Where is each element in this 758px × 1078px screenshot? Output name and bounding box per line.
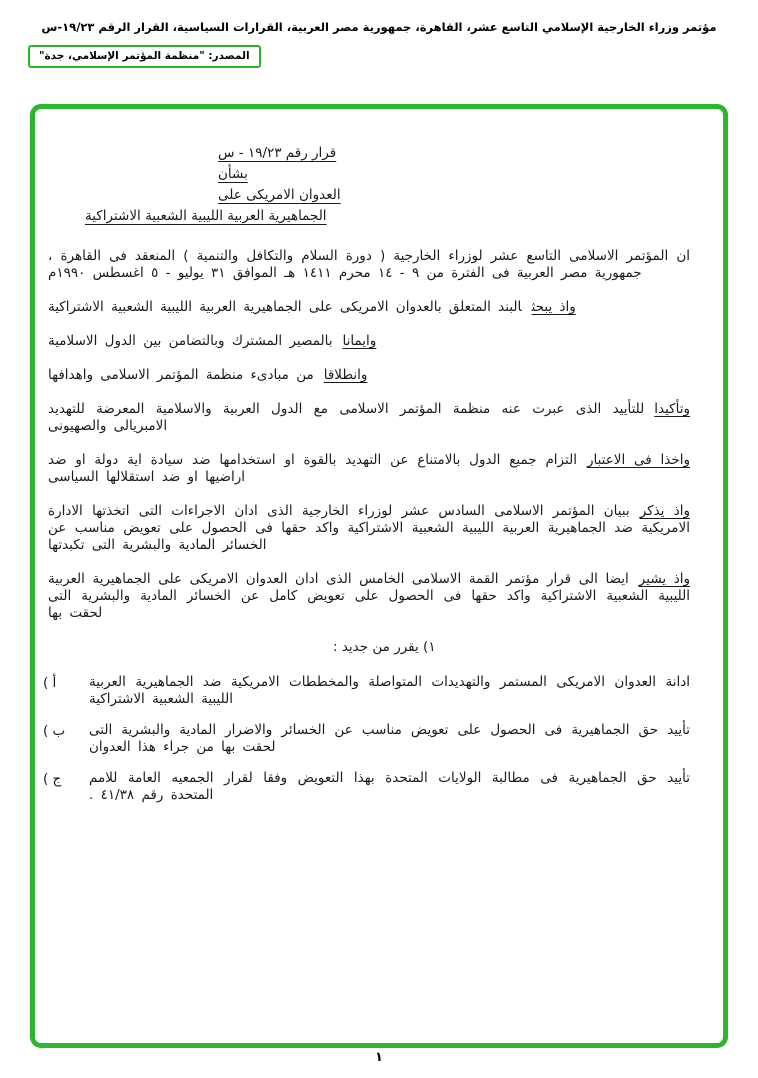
resolution-title-line — [218, 166, 690, 182]
preamble-paragraph — [48, 248, 690, 282]
item-marker: أ ) — [43, 675, 57, 691]
resolution-title-line — [218, 145, 690, 161]
resolution-document — [41, 145, 690, 804]
paragraph-text: التزام جميع الدول بالامتناع عن التهديد بالقوة او استخدامها ضد سيادة اية دولة او ضد اراضيها او ضد استقلالها السياسى — [48, 452, 577, 485]
paragraph-text: البند المتعلق بالعدوان الامريكى على الجماهيرية العربية الليبية الشعبية الاشتراكية — [48, 299, 522, 315]
source-note-box — [28, 45, 261, 68]
paragraph-text: ايضا الى قرار مؤتمر القمة الاسلامى الخامس الذى ادان العدوان الامريكى على الجماهيرية العربية الليبية الشعبية الاشتراكية واكد حقها فى الحصول على تعويض كامل عن الخسائر المادية والبشرية التى لحقت بها — [48, 571, 690, 621]
decision-item — [43, 722, 690, 756]
preamble-paragraph — [48, 503, 690, 554]
preamble-paragraph — [48, 401, 690, 435]
paragraph-text: بالمصير المشترك وبالتضامن بين الدول الاسلامية — [48, 333, 333, 349]
resolution-title-line — [218, 187, 690, 203]
decision-item — [43, 770, 690, 804]
preamble-paragraph — [48, 299, 690, 316]
decision-intro: ١) يقرر من جديد : — [333, 639, 436, 655]
paragraph-text: من مبادىء منظمة المؤتمر الاسلامى واهدافها — [48, 367, 314, 383]
running-header: مؤتمر وزراء الخارجية الإسلامي التاسع عشر، القاهرة، جمهورية مصر العربية، القرارات السياسية، القرار الرقم ١٩/٢٣-س — [41, 20, 717, 34]
paragraph-lead: واذ يشير — [638, 571, 691, 587]
paragraph-text: للتأييد الذى عبرت عنه منظمة المؤتمر الاسلامى مع الدول العربية والاسلامية المعرضة للتهديد الامبريالى والصهيونى — [48, 401, 645, 434]
resolution-title — [41, 145, 690, 224]
paragraph-text: ان المؤتمر الاسلامى التاسع عشر لوزراء الخارجية ( دورة السلام والتكافل والتنمية ) المنعقد فى القاهرة ، جمهورية مصر العربية فى الفترة من ٩ - ١٤ محرم ١٤١١ هـ الموافق ٣١ يوليو - ٥ اغسطس ١٩٩٠م — [48, 248, 690, 281]
resolution-title-line — [85, 208, 690, 224]
preamble-paragraph — [48, 571, 690, 622]
paragraph-lead: واذ يذكر — [639, 503, 690, 519]
item-text: تأييد حق الجماهيرية فى مطالبة الولايات المتحدة بهذا التعويض وفقا لقرار الجمعيه العامة للامم المتحدة رقم ٤١/٣٨ . — [89, 770, 690, 803]
paragraph-lead: واخذا فى الاعتبار — [586, 452, 691, 468]
document-frame — [30, 104, 728, 1048]
title-line-text: بشأن — [218, 166, 248, 182]
paragraph-lead: واذ يبحث — [531, 299, 576, 315]
source-note-text: المصدر: "منظمة المؤتمر الإسلامي، جدة" — [39, 50, 250, 62]
title-line-text: قرار رقم ١٩/٢٣ - س — [218, 145, 337, 161]
paragraph-lead: وايمانا — [342, 333, 377, 349]
preamble-paragraph — [48, 367, 690, 384]
item-text: ادانة العدوان الامريكى المستمر والتهديدات المتواصلة والمخططات الامريكية ضد الجماهيرية العربية الليبية الشعبية الاشتراكية — [89, 674, 690, 707]
item-marker: ب ) — [43, 723, 66, 739]
paragraph-lead: وتأكيدا — [654, 401, 690, 417]
title-line-text: الجماهيرية العربية الليبية الشعبية الاشتراكية — [85, 208, 327, 224]
paragraph-lead: وانطلاقا — [323, 367, 368, 383]
paragraph-text: ببيان المؤتمر الاسلامى السادس عشر لوزراء الخارجية الذى ادان الاجراءات التى اتخذتها الادارة الامريكية ضد الجماهيرية العربية الليبية الشعبية الاشتراكية واكد حقها فى الحصول على تعويض مناسب عن الخسائر المادية والبشرية التى تكبدتها — [48, 503, 690, 553]
title-line-text: العدوان الامريكى على — [218, 187, 341, 203]
preamble-paragraph — [48, 452, 690, 486]
decision-item — [43, 674, 690, 708]
preamble-paragraph — [48, 333, 690, 350]
page-number: ١ — [375, 1050, 383, 1065]
item-text: تأييد حق الجماهيرية فى الحصول على تعويض مناسب عن الخسائر والاضرار المادية والبشرية التى لحقت بها من جراء هذا العدوان — [89, 722, 690, 755]
item-marker: ج ) — [43, 771, 62, 787]
